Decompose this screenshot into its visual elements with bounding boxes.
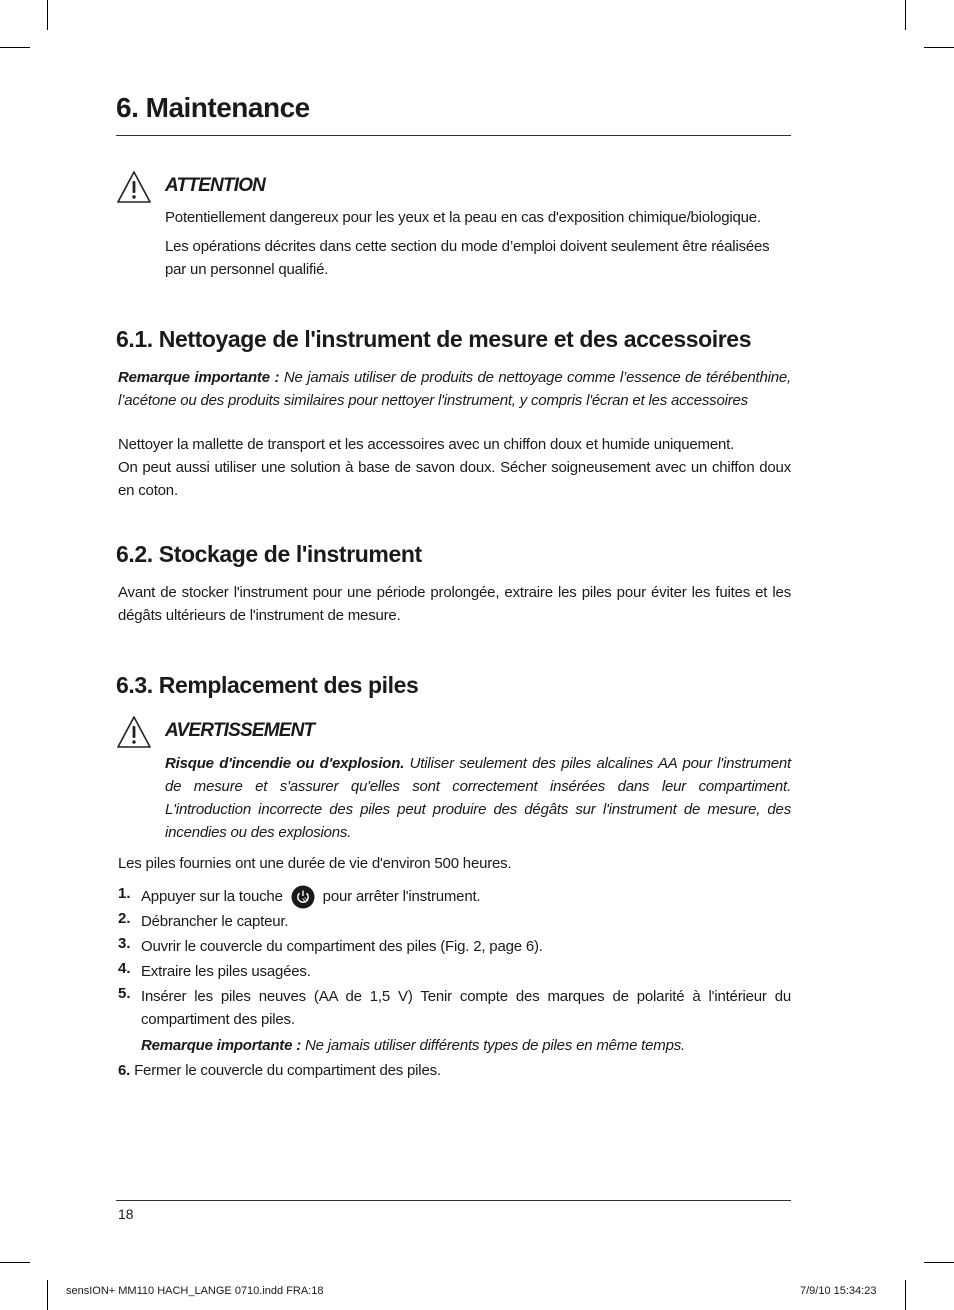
attention-text-1: Potentiellement dangereux pour les yeux et la peau en cas d'exposition chimique/biologique. xyxy=(165,209,761,226)
step-text-before: Appuyer sur la touche xyxy=(141,888,283,905)
slug-left: sensION+ MM110 HACH_LANGE 0710.indd FRA:18 xyxy=(66,1285,324,1297)
note-text: Ne jamais utiliser différents types de piles en même temps. xyxy=(301,1037,685,1054)
warning-triangle-icon xyxy=(116,715,152,749)
crop-mark xyxy=(47,0,48,30)
note-label: Remarque importante : xyxy=(141,1037,301,1054)
battery-life-text: Les piles fournies ont une durée de vie d'environ 500 heures. xyxy=(118,855,512,872)
step-text: Extraire les piles usagées. xyxy=(141,963,311,980)
step-number: 6. xyxy=(118,1062,131,1079)
cleaning-note xyxy=(118,366,791,412)
section-heading-6-2: 6.2. Stockage de l'instrument xyxy=(116,541,422,567)
step-text: Ouvrir le couvercle du compartiment des piles (Fig. 2, page 6). xyxy=(141,938,543,955)
page-title: 6. Maintenance xyxy=(116,92,310,123)
crop-mark xyxy=(47,1280,48,1310)
step-text: Insérer les piles neuves (AA de 1,5 V) Tenir compte des marques de polarité à l'intérieur du compartiment des piles. xyxy=(141,988,791,1028)
note-label: Remarque importante : xyxy=(118,369,280,386)
step-text xyxy=(141,885,791,909)
step-number: 4. xyxy=(118,960,131,977)
crop-mark xyxy=(924,47,954,48)
step-number: 3. xyxy=(118,935,131,952)
attention-heading: ATTENTION xyxy=(165,175,266,196)
warning-body: Utiliser seulement des piles alcalines AA pour l'instrument de mesure et s'assurer qu'elles sont correctement insérées dans leur compartiment. L'introduction incorrecte des piles peut produire des dégâts sur l'instrument de mesure, des incendies ou des explosions. xyxy=(165,755,791,841)
storage-text: Avant de stocker l'instrument pour une période prolongée, extraire les piles pour éviter les fuites et les dégâts ultérieurs de l'instrument de mesure. xyxy=(118,584,791,624)
step-number: 1. xyxy=(118,885,131,902)
attention-text-2: Les opérations décrites dans cette section du mode d’emploi doivent seulement être réalisées par un personnel qualifié. xyxy=(165,238,770,278)
warning-heading: AVERTISSEMENT xyxy=(165,720,315,741)
slug-right: 7/9/10 15:34:23 xyxy=(800,1285,877,1297)
section-heading-6-3: 6.3. Remplacement des piles xyxy=(116,672,419,698)
step-number: 5. xyxy=(118,985,131,1002)
cleaning-text-1: Nettoyer la mallette de transport et les accessoires avec un chiffon doux et humide uniquement. xyxy=(118,436,735,453)
footer-rule xyxy=(116,1200,791,1201)
section-heading-6-1: 6.1. Nettoyage de l'instrument de mesure et des accessoires xyxy=(116,326,752,352)
warning-text xyxy=(165,752,791,844)
step-5-note xyxy=(141,1034,791,1057)
warning-label: Risque d'incendie ou d'explosion. xyxy=(165,755,405,772)
step-text: Débrancher le capteur. xyxy=(141,913,289,930)
page-number: 18 xyxy=(118,1206,134,1222)
step-text: Fermer le couvercle du compartiment des piles. xyxy=(134,1062,441,1079)
warning-triangle-icon xyxy=(116,170,152,204)
crop-mark xyxy=(0,47,30,48)
power-key-icon xyxy=(291,885,315,909)
step-text-after: pour arrêter l'instrument. xyxy=(322,888,481,905)
crop-mark xyxy=(0,1262,30,1263)
crop-mark xyxy=(905,1280,906,1310)
crop-mark xyxy=(924,1262,954,1263)
title-rule xyxy=(116,135,791,136)
note-text: Ne jamais utiliser de produits de nettoyage comme l’essence de térébenthine, l’acétone ou des produits similaires pour nettoyer l'instrument, y compris l'écran et les accessoires xyxy=(118,369,791,409)
cleaning-text-2: On peut aussi utiliser une solution à base de savon doux. Sécher soigneusement avec un chiffon doux en coton. xyxy=(118,459,791,499)
crop-mark xyxy=(905,0,906,30)
step-number: 2. xyxy=(118,910,131,927)
step-6 xyxy=(118,1059,441,1082)
